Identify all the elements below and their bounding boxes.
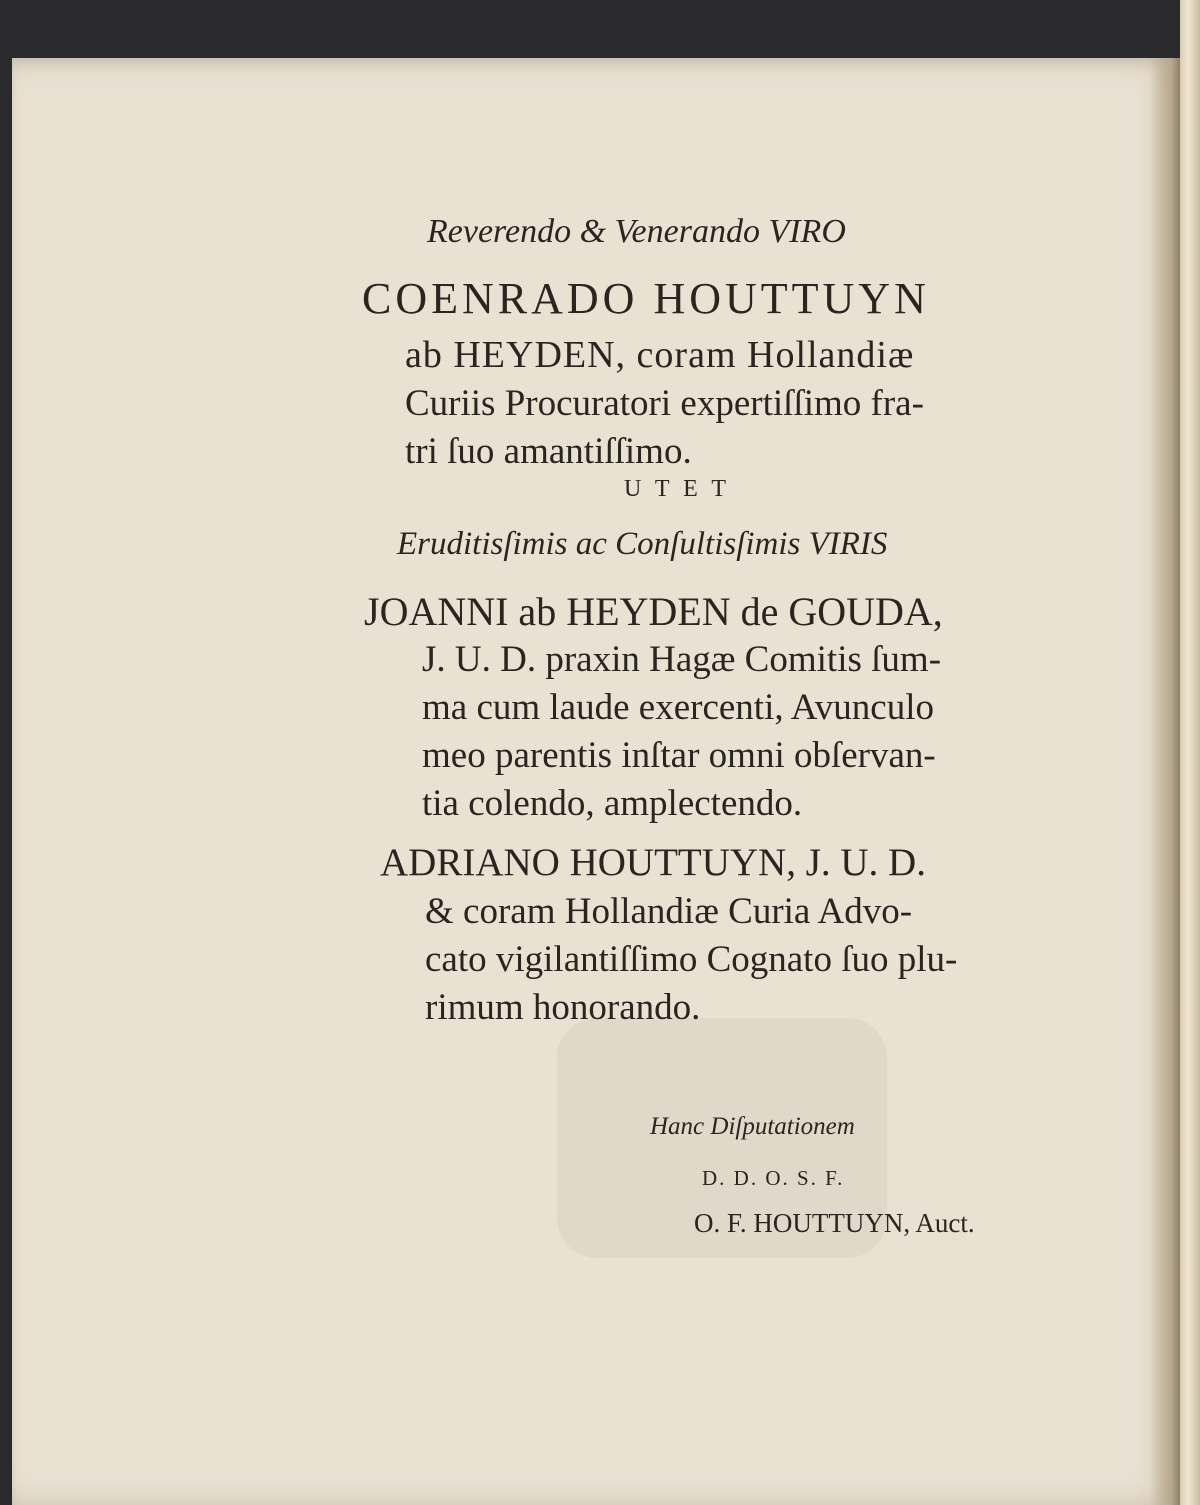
coenrado-line-1: COENRADO HOUTTUYN — [362, 274, 930, 323]
joanni-line-5: tia colendo, amplectendo. — [422, 783, 803, 824]
joanni-line-2: J. U. D. praxin Hagæ Comitis ſum- — [422, 639, 942, 680]
page-gutter-shadow — [1150, 58, 1180, 1505]
dedication-heading-viris: Eruditisſimis ac Conſultisſimis VIRIS — [397, 526, 888, 562]
book-page — [12, 58, 1180, 1505]
dedication-heading-viro: Reverendo & Venerando VIRO — [427, 213, 846, 250]
joanni-line-3: ma cum laude exercenti, Avunculo — [422, 687, 934, 728]
coenrado-line-4: tri ſuo amantiſſimo. — [405, 431, 692, 472]
adriano-line-1: ADRIANO HOUTTUYN, J. U. D. — [380, 841, 926, 884]
ddosf-line: D. D. O. S. F. — [702, 1166, 845, 1190]
joanni-line-4: meo parentis inſtar omni obſervan- — [422, 735, 936, 776]
joanni-line-1: JOANNI ab HEYDEN de GOUDA, — [364, 589, 943, 634]
adriano-line-2: & coram Hollandiæ Curia Advo- — [425, 891, 913, 932]
adriano-line-3: cato vigilantiſſimo Cognato ſuo plu- — [425, 939, 958, 980]
adriano-line-4: rimum honorando. — [425, 987, 701, 1028]
coenrado-line-2: ab HEYDEN, coram Hollandiæ — [405, 334, 915, 376]
ut-et-divider: U T E T — [624, 476, 731, 502]
hanc-disputationem: Hanc Diſputationem — [650, 1113, 855, 1140]
author-line: O. F. HOUTTUYN, Auct. — [694, 1208, 975, 1238]
coenrado-line-3: Curiis Procuratori expertiſſimo fra- — [405, 383, 924, 424]
next-page-edge — [1180, 0, 1200, 1505]
